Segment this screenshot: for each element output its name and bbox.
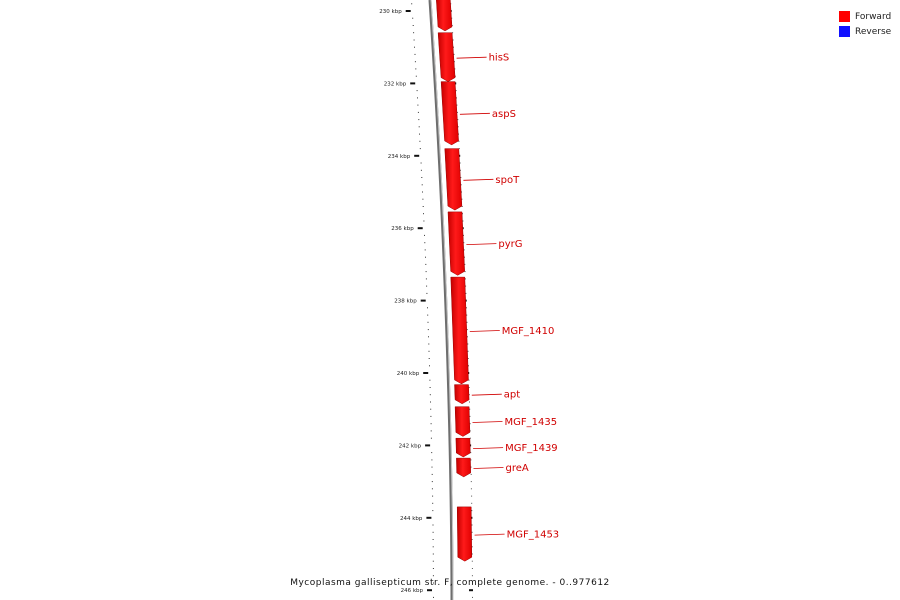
gene-arrow-pyrg[interactable] [448,212,465,275]
minor-tick [422,184,423,185]
minor-tick [421,163,422,164]
gene-label-leader [475,534,505,535]
minor-tick [415,68,416,69]
minor-tick [423,221,424,222]
minor-tick [433,554,434,555]
minor-tick [432,488,433,489]
tick-label: 236 kbp [391,226,414,233]
gene-label-apt[interactable]: apt [503,389,521,401]
legend-swatch [839,11,850,22]
minor-tick [433,525,434,526]
minor-tick [415,61,416,62]
minor-tick [430,416,431,417]
minor-tick [414,40,415,41]
minor-tick [433,597,434,598]
gene-label-mgf-1453[interactable]: MGF_1453 [506,529,560,541]
gene-label-leader [457,57,487,58]
gene-label-grea[interactable]: greA [505,463,529,474]
minor-tick [413,32,414,33]
gene-label-mgf-1439[interactable]: MGF_1439 [505,443,558,455]
minor-tick [417,105,418,106]
tick-label: 238 kbp [394,298,417,305]
minor-tick [426,271,427,272]
minor-tick [432,467,433,468]
minor-tick [429,380,430,381]
minor-tick [433,532,434,533]
minor-tick [423,206,424,207]
minor-tick [429,358,430,359]
gene-arrow-apt[interactable] [455,385,470,404]
minor-tick [428,322,429,323]
minor-tick [427,315,428,316]
minor-tick-outer [469,402,470,403]
minor-tick [414,47,415,48]
minor-tick [425,249,426,250]
minor-tick [425,264,426,265]
minor-tick-outer [472,568,473,569]
minor-tick [424,235,425,236]
minor-tick [413,25,414,26]
minor-tick [433,561,434,562]
minor-tick [431,430,432,431]
minor-tick [426,293,427,294]
minor-tick [432,510,433,511]
minor-tick [433,575,434,576]
minor-tick [431,452,432,453]
minor-tick [420,148,421,149]
minor-tick [422,199,423,200]
minor-tick [432,503,433,504]
minor-tick [431,438,432,439]
minor-tick [411,3,412,4]
minor-tick [430,402,431,403]
minor-tick [432,481,433,482]
gene-label-leader [466,244,496,245]
minor-tick [433,546,434,547]
minor-tick-outer [471,474,472,475]
minor-tick-outer [472,597,473,598]
gene-label-mgf-1410[interactable]: MGF_1410 [501,326,555,337]
minor-tick [418,119,419,120]
map-caption: Mycoplasma gallisepticum str. F, complete genome. - 0..977612 [290,578,610,588]
minor-tick [418,112,419,113]
minor-tick-outer [472,575,473,576]
legend-swatch [839,26,850,37]
gene-arrow-hiss[interactable] [438,33,455,82]
gene-label-pyrg[interactable]: pyrG [498,239,523,251]
minor-tick-outer [471,503,472,504]
gene-label-mgf-1435[interactable]: MGF_1435 [504,417,558,428]
major-tick [426,517,431,519]
minor-tick [416,76,417,77]
gene-label-leader [472,394,502,395]
minor-tick [417,90,418,91]
tick-label: 240 kbp [396,371,420,377]
gene-arrow-mgf-1435[interactable] [455,407,470,437]
legend-item-reverse [839,24,891,39]
legend-item-forward [839,9,891,24]
gene-label-leader [463,179,493,180]
legend-label: Reverse [855,26,892,37]
gene-label-spot[interactable]: spoT [495,174,520,186]
minor-tick [428,336,429,337]
tick-label: 232 kbp [383,81,407,88]
minor-tick [430,387,431,388]
minor-tick [431,459,432,460]
minor-tick [429,365,430,366]
minor-tick [428,344,429,345]
gene-labels [457,53,560,541]
minor-tick [425,257,426,258]
minor-tick [430,394,431,395]
minor-tick [431,423,432,424]
minor-tick [432,496,433,497]
tick-label: 234 kbp [387,153,411,160]
major-tick [427,589,432,591]
minor-tick [412,18,413,19]
gene-arrow-fragment[interactable] [436,0,452,31]
legend-label: Forward [855,11,892,22]
minor-tick [433,539,434,540]
major-tick [414,155,419,157]
minor-tick-outer [471,481,472,482]
minor-tick [419,126,420,127]
minor-tick [421,177,422,178]
minor-tick [430,409,431,410]
minor-tick [423,213,424,214]
minor-tick [427,307,428,308]
minor-tick [424,242,425,243]
minor-tick [421,170,422,171]
major-tick [421,300,426,302]
gene-features [436,0,472,561]
major-tick [425,444,430,446]
tick-label: 246 kbp [400,588,423,595]
gene-arrow-spot[interactable] [445,149,462,211]
gene-label-leader [470,331,500,332]
gene-arrow-mgf-1439[interactable] [456,438,470,457]
major-tick [406,10,411,12]
gene-label-leader [473,422,503,423]
gene-label-leader [474,468,504,469]
minor-tick [426,278,427,279]
tick-label: 244 kbp [399,515,423,522]
gene-label-asps[interactable]: aspS [491,108,516,120]
minor-tick [419,134,420,135]
tick-label: 242 kbp [398,443,422,450]
major-tick [418,227,423,229]
gene-arrow-grea[interactable] [456,458,470,477]
minor-tick [433,568,434,569]
minor-tick [419,141,420,142]
minor-tick [417,97,418,98]
minor-tick [428,329,429,330]
minor-tick [432,474,433,475]
gene-arrow-mgf-1453[interactable] [457,507,472,561]
minor-tick [415,54,416,55]
gene-label-leader [460,113,490,114]
minor-tick-outer [471,488,472,489]
strand-legend [839,9,891,39]
minor-tick-outer [471,496,472,497]
major-tick [423,372,428,374]
major-tick-outer [469,589,473,591]
tick-label: 230 kbp [379,9,402,15]
major-tick [410,82,415,84]
gene-label-hiss[interactable]: hisS [488,52,510,64]
gene-label-leader [473,448,503,449]
minor-tick-outer [472,561,473,562]
minor-tick [429,351,430,352]
minor-tick [426,286,427,287]
minor-tick [422,192,423,193]
